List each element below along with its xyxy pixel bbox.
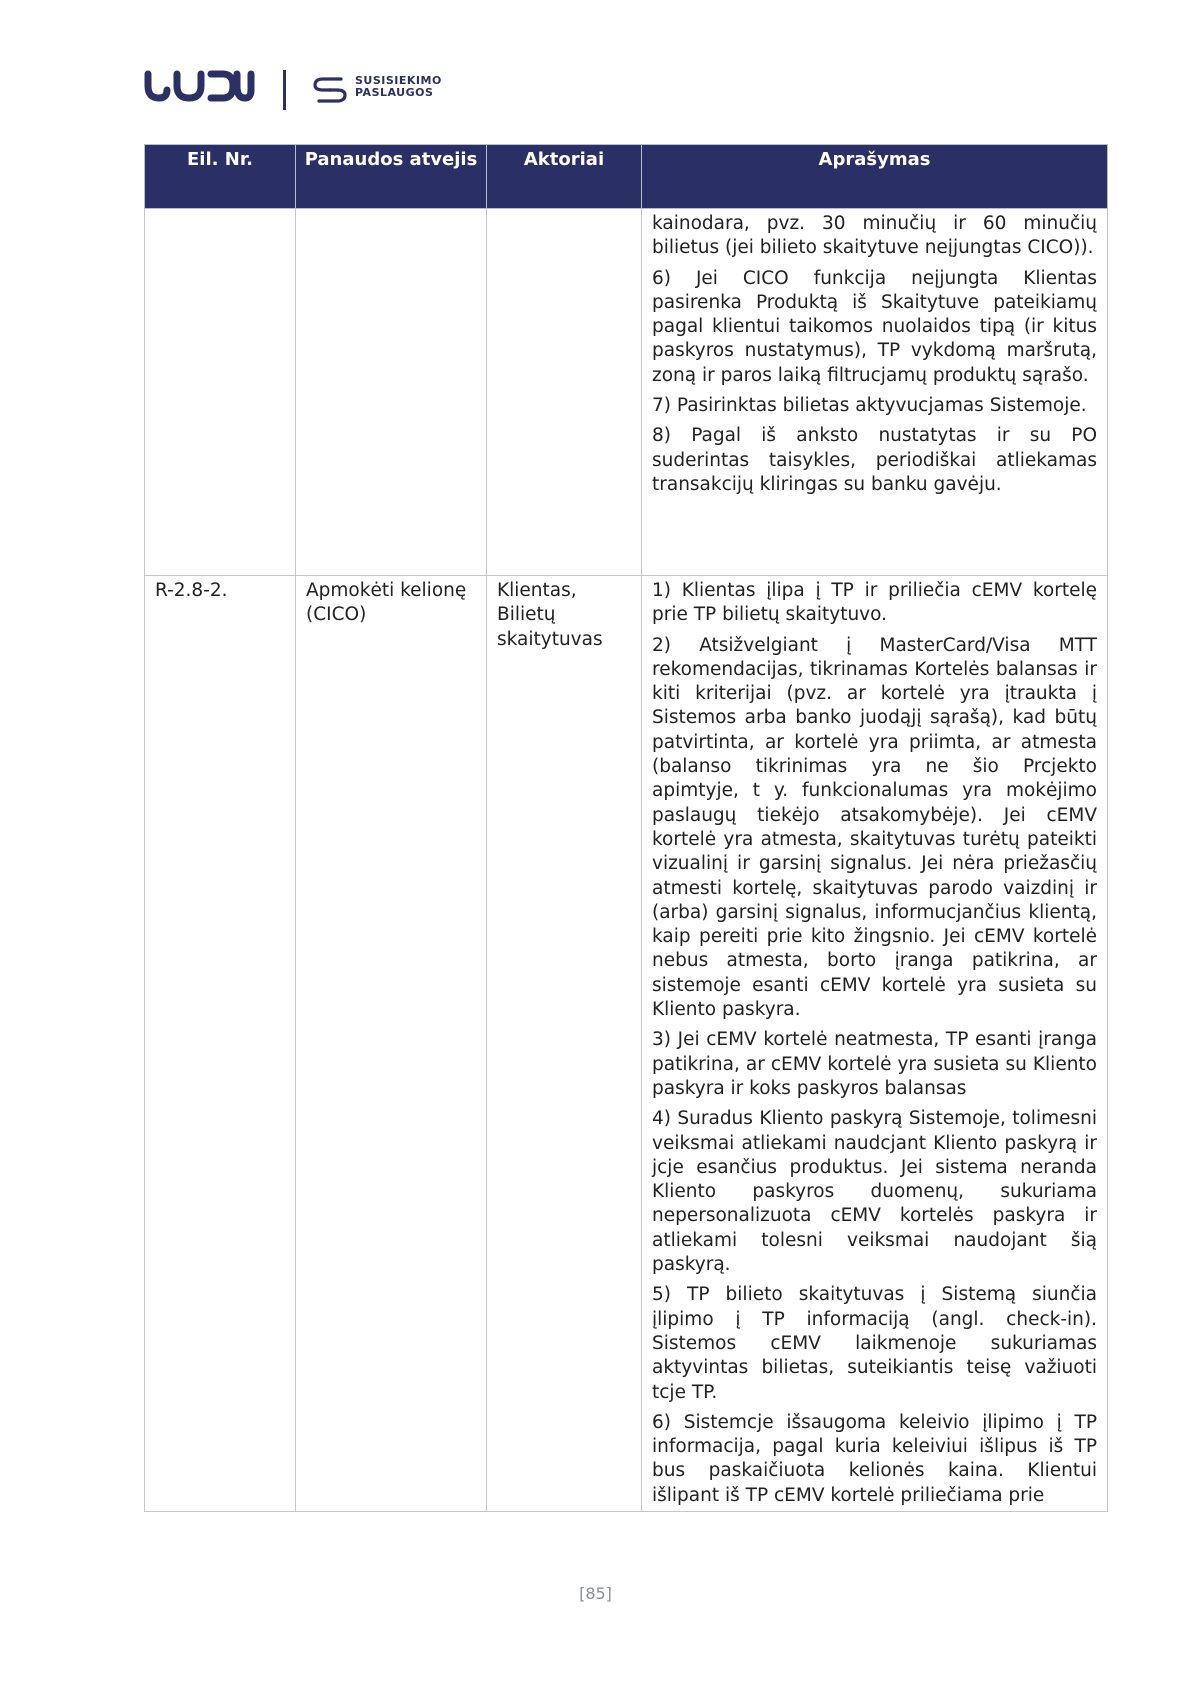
description-paragraph: 6) Jei CICO funkcija neįjungta Klientas pasirenka Produktą iš Skaitytuve pateikiamų pagal klientui taikomos nuolaidos tipą (ir kitus paskyros nustatymus), TP vykdomą maršrutą, zoną ir paros laiką filtrucjamų produktų sąrašo. — [652, 267, 1097, 386]
table-header-row — [145, 145, 1108, 209]
cell-actors — [487, 209, 642, 576]
logo-text-line1: SUSISIEKIMO — [355, 74, 442, 87]
description-paragraph: 4) Suradus Kliento paskyrą Sistemoje, tolimesni veiksmai atliekami naudcjant Kliento paskyrą ir jcje esančius produktus. Jei sistema neranda Kliento paskyros duomenų, sukuriama nepersonalizuota cEMV kortelės paskyra ir atliekami tolesni veiksmai naudojant šią paskyrą. — [652, 1108, 1097, 1276]
table-row — [145, 209, 1108, 576]
susisiekimo-paslaugos-logo-text — [355, 75, 442, 99]
description-paragraph: 7) Pasirinktas bilietas aktyvucjamas Sistemoje. — [652, 395, 1087, 417]
column-header-actors: Aktoriai — [487, 145, 642, 209]
cell-description — [642, 576, 1108, 1512]
column-header-description: Aprašymas — [642, 145, 1108, 209]
cell-actors: Klientas, Bilietų skaitytuvas — [487, 576, 642, 1512]
description-paragraph: 6) Sistemcje išsaugoma keleivio įlipimo į TP informacija, pagal kuria keleiviui išlipus iš TP bus paskaičiuota kelionės kaina. Klientui išlipant iš TP cEMV kortelė priliečiama prie — [652, 1411, 1097, 1506]
cell-nr: R-2.8-2. — [145, 576, 296, 1512]
description-paragraph: 2) Atsižvelgiant į MasterCard/Visa MTT rekomendacijas, tikrinamas Kortelės balansas ir kiti kriterijai (pvz. ar kortelė yra įtraukta į Sistemos arba banko juodąjį sąrašą), kad būtų patvirtinta, ar kortelė yra priimta, ar atmesta (balanso tikrinimas yra ne šio Prcjekto apimtyje, t y. funkcionalumas yra mokėjimo paslaugų tiekėjo atsakomybėje). Jei cEMV kortelė yra atmesta, skaitytuvas turėtų pateikti vizualinį ir garsinį signalus. Jei nėra priežasčių atmesti kortelę, skaitytuvas parodo vaizdinį ir (arba) garsinį signalus, informucjančius klientą, kaip pereiti prie kito žingsnio. Jei cEMV kortelė nebus atmesta, borto įranga patikrina, ar sistemoje esanti cEMV kortelė yra susieta su Kliento paskyra. — [652, 634, 1097, 1021]
page-header — [143, 70, 743, 110]
susisiekimo-paslaugos-logo-mark — [311, 75, 349, 105]
table-row — [145, 576, 1108, 1512]
column-header-nr: Eil. Nr. — [145, 145, 296, 209]
logo-divider — [283, 70, 286, 110]
description-paragraph: 5) TP bilieto skaitytuvas į Sistemą siunčia įlipimo į TP informaciją (angl. check-in). Sistemos cEMV laikmenoje sukuriamas aktyvintas bilietas, suteikiantis teisę važiuoti tcje TP. — [652, 1284, 1097, 1403]
description-paragraph: 1) Klientas įlipa į TP ir prilіečia cEMV kortelę prie TP bilietų skaitytuvo. — [652, 580, 1097, 626]
cell-description — [642, 209, 1108, 576]
description-paragraph: kainodara, pvz. 30 minučių ir 60 minučių bilietus (jei bilieto skaitytuve neįjungtas CICO)). — [652, 213, 1097, 259]
column-header-use-case: Panaudos atvejis — [296, 145, 487, 209]
cell-use-case: Apmokėti kelionę (CICO) — [296, 576, 487, 1512]
logo-text-line2: PASLAUGOS — [355, 86, 434, 99]
description-paragraph: 8) Pagal iš anksto nustatytas ir su PO suderintas taisykles, periodiškai atliekamas transakcijų kliringas su banku gavėju. — [652, 425, 1097, 495]
page-number: [85] — [579, 1584, 612, 1603]
description-paragraph: 3) Jei cEMV kortelė neatmesta, TP esanti įranga patikrina, ar cEMV kortelė yra susieta su Kliento paskyra ir koks paskyros balansas — [652, 1029, 1097, 1099]
judu-logo — [143, 70, 255, 102]
use-case-table — [144, 144, 1108, 1512]
cell-use-case — [296, 209, 487, 576]
cell-nr — [145, 209, 296, 576]
